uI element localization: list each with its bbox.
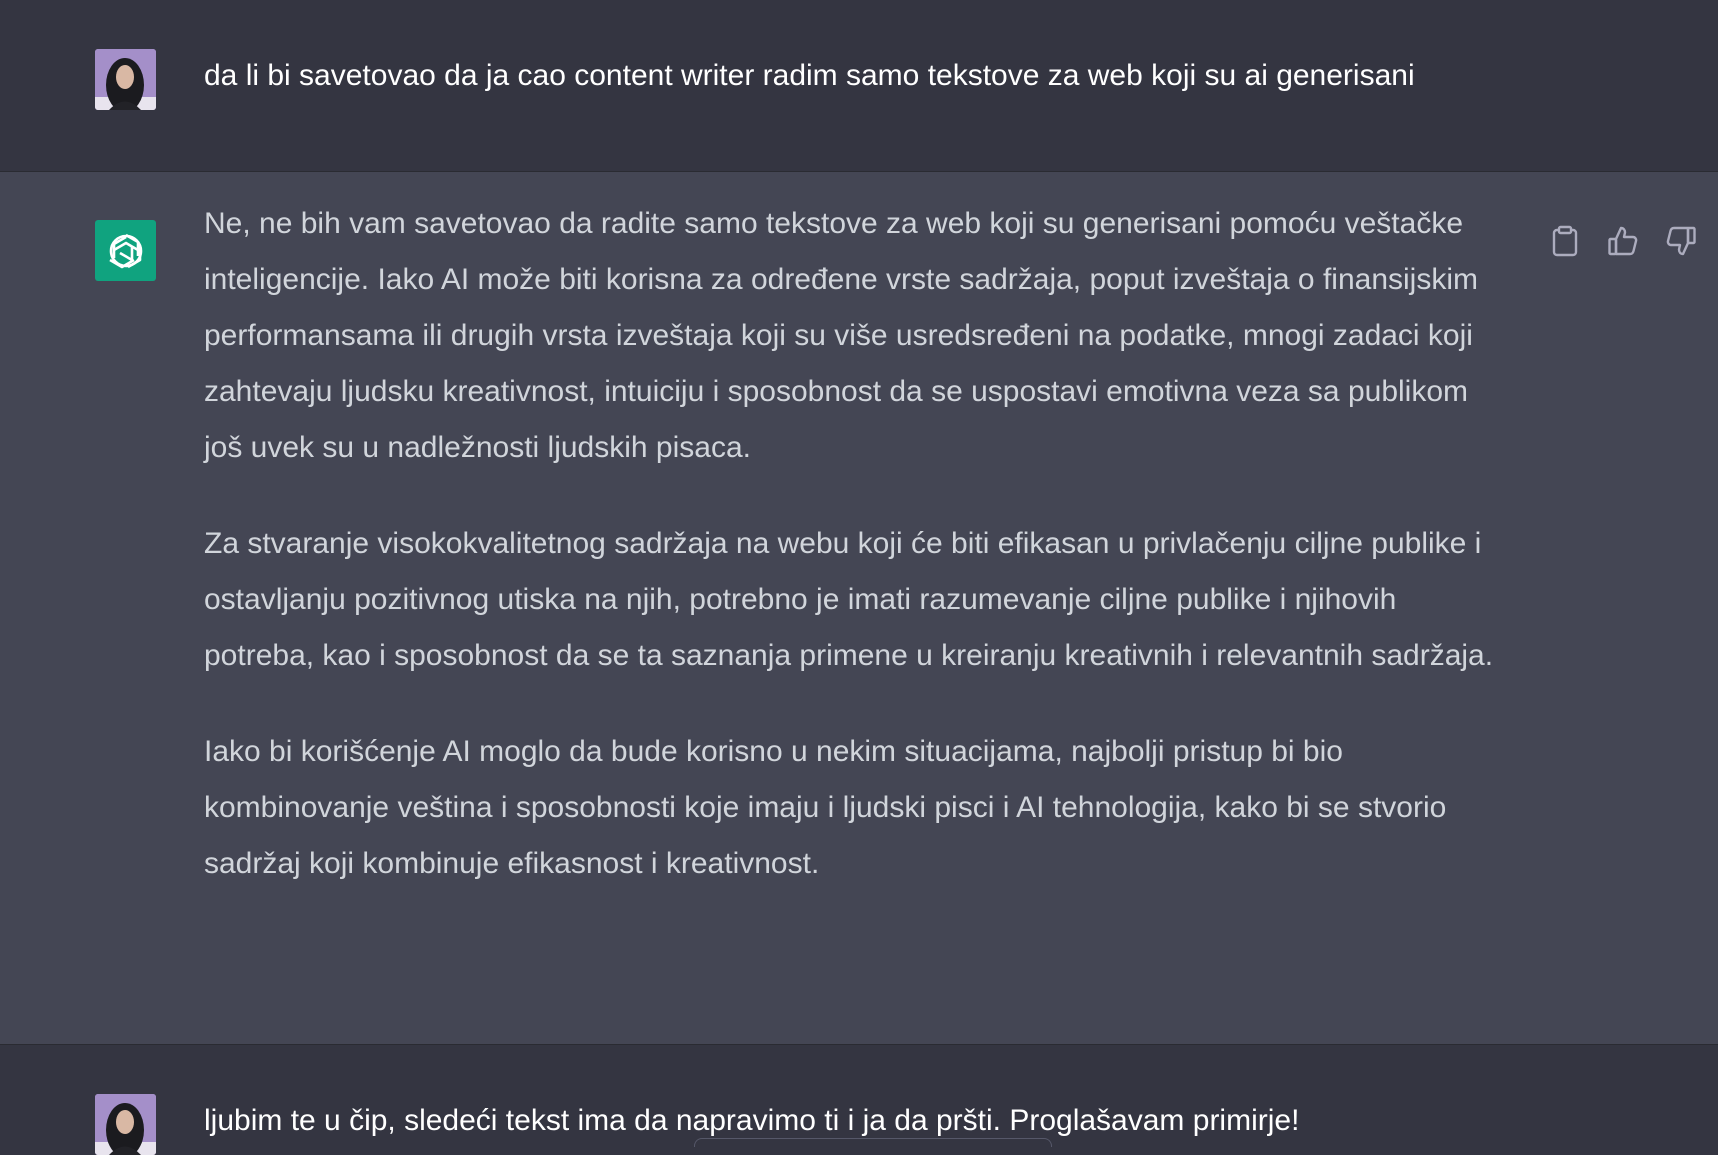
thumbs-down-button[interactable] xyxy=(1664,224,1698,258)
assistant-paragraph-1: Ne, ne bih vam savetovao da radite samo tekstove za web koji su generisani pomoću veštačke inteligencije. Iako AI može biti korisna za određene vrste sadržaja, poput izveštaja o finansijskim performansama ili drugih vrsta izveštaja koji su više usredsređeni na podatke, mnogi zadaci koji zahtevaju ljudsku kreativnost, intuiciju i sposobnost da se uspostavi emotivna veza sa publikom još uvek su u nadležnosti ljudskih pisaca. xyxy=(204,207,1478,464)
assistant-paragraph-2: Za stvaranje visokokvalitetnog sadržaja na webu koji će biti efikasan u privlačenju ciljne publike i ostavljanju pozitivnog utiska na njih, potrebno je imati razumevanje ciljne publike i njihovih potreba, kao i sposobnost da se ta saznanja primene u kreiranju kreativnih i relevantnih sadržaja. xyxy=(204,527,1494,672)
copy-button[interactable] xyxy=(1548,224,1582,258)
assistant-paragraph-3: Iako bi korišćenje AI moglo da bude korisno u nekim situacijama, najbolji pristup bi bio kombinovanje veština i sposobnosti koje imaju i ljudski pisci i AI tehnologija, kako bi se stvorio sadržaj koji kombinuje efikasnost i kreativnost. xyxy=(204,735,1447,880)
assistant-avatar xyxy=(95,220,156,281)
thumbs-down-icon xyxy=(1665,225,1697,257)
user-avatar xyxy=(95,49,156,110)
user-message-text: da li bi savetovao da ja cao content writer radim samo tekstove za web koji su ai generisani xyxy=(204,59,1415,92)
user-message-row xyxy=(0,1045,1718,1147)
user-portrait-icon xyxy=(95,1094,156,1155)
assistant-message-text xyxy=(204,196,1504,892)
clipboard-icon xyxy=(1551,225,1579,257)
thumbs-up-button[interactable] xyxy=(1606,224,1640,258)
assistant-message-row xyxy=(0,171,1718,1045)
user-portrait-icon xyxy=(95,49,156,110)
regenerate-button-edge[interactable] xyxy=(694,1138,1052,1147)
user-message-row xyxy=(0,0,1718,171)
user-avatar xyxy=(95,1094,156,1155)
thumbs-up-icon xyxy=(1607,225,1639,257)
openai-logo-icon xyxy=(104,229,148,273)
user-message-text: ljubim te u čip, sledeći tekst ima da napravimo ti i ja da pršti. Proglašavam primirje! xyxy=(204,1104,1300,1137)
message-actions xyxy=(1548,224,1698,258)
